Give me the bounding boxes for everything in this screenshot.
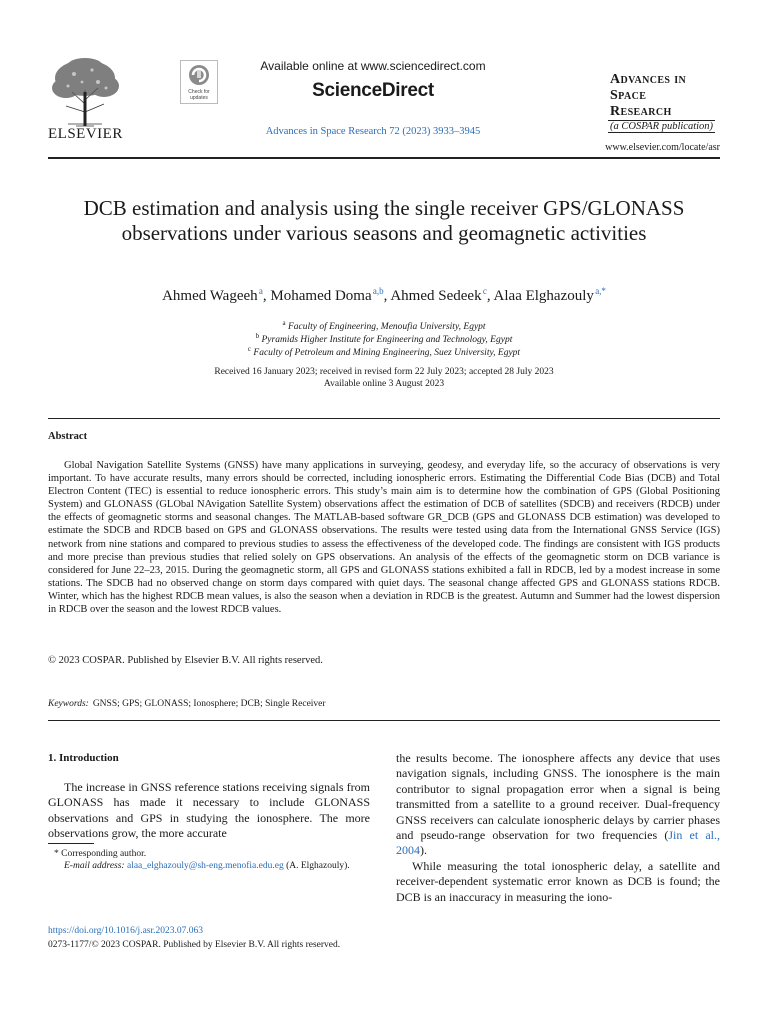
intro-text: the results become. The ionosphere affects any device that uses navigation signals, including GNSS. The ionosphere is the main contributor to signal propagation error when a signal is being transmitted from a satellite to a ground receiver. Dual-frequency GNSS receivers can calculate ionospheric delays by carrier phases and pseudo-range observation for two frequencies ( [396,751,720,843]
footnote-mark: * [54,849,59,859]
author-affil-mark[interactable]: c [482,286,487,296]
intro-text: ). [420,843,427,858]
affiliation [60,319,708,332]
author-name[interactable]: Ahmed Wageeh [162,288,258,304]
section-heading-introduction: 1. Introduction [48,752,119,764]
journal-title-line2: Space [610,88,647,103]
abstract-bottom-rule [48,720,720,721]
affiliation-mark: c [247,345,252,353]
affiliation-mark: a [282,319,286,327]
abstract-top-rule [48,418,720,419]
journal-title-line1: Advances in [610,72,687,87]
journal-citation-link[interactable]: Advances in Space Research 72 (2023) 3933–3945 [265,126,481,137]
author-name[interactable]: Ahmed Sedeek [390,288,482,304]
doi-link[interactable]: https://doi.org/10.1016/j.asr.2023.07.063 [48,926,203,936]
author-name[interactable]: Mohamed Doma [270,288,372,304]
journal-title [610,72,686,120]
abstract-heading: Abstract [48,431,88,442]
affiliation [60,345,708,358]
issn-copyright: 0273-1177/© 2023 COSPAR. Published by Elsevier B.V. All rights reserved. [48,940,341,950]
citation-link[interactable]: Jin et al., 2004 [396,828,720,858]
paper-title: DCB estimation and analysis using the single receiver GPS/GLONASS observations under various seasons and geomagnetic activities [83,196,685,245]
footnote-rule [48,843,94,844]
abstract-copyright: © 2023 COSPAR. Published by Elsevier B.V. All rights reserved. [48,655,323,666]
abstract-text: Global Navigation Satellite Systems (GNSS) have many applications in surveying, geodesy, and everyday life, so the accuracy of observations is very important. To have accurate results, many errors should be corrected, including ionospheric errors. Estimating the Differential Code Bias (DCB) and Total Electron Content (TEC) is essential to reduce ionospheric errors. This study’s main aim is to determine how the combination of GPS (Global Positioning System) and GLONASS (GLObal NAvigation Satellite System) observations affect the estimation of DCB of satellites (SDCB) and receivers (RDCB) under the effects of geomagnetic storms and seasonal changes. The MATLAB-based software GR_DCB (GPS and GLONASS DCB estimation) was developed to estimate the SDCB and RDCB based on GPS and GLONASS observations. The results were tested using data from the International GNSS Service (IGS) network from nine stations and compared to previous studies to assess the effectiveness of the developed code. The findings are consistent with IGS products and more precise than previous studies that relied solely on GPS observations. An analysis of the effects of the geomagnetic storm on DCB variance is considered for June 22–23, 2015. During the geomagnetic storm, all GPS and GLONASS stations exhibited a fall in RDCB, led by a modest increase in some stations. The SDCB had no observed change on storm days compared with quiet days. The seasonal change affected GPS and GLONASS stations RDCB. Winter, which has the highest RDCB mean values, is also the season when a deviation in RDCB is the greatest. Autumn and Summer had the lowest dispersion in RDCB over the season and the lowest RDCB values. [48,460,720,616]
keywords-label: Keywords: [48,699,89,709]
author-affil-mark[interactable]: a,* [595,286,606,296]
keywords [48,699,326,709]
article-history: Received 16 January 2023; received in revised form 22 July 2023; accepted 28 July 2023 [214,367,554,377]
author-affil-mark[interactable]: a [258,286,263,296]
article-dates [60,366,708,390]
keywords-text: GNSS; GPS; GLONASS; Ionosphere; DCB; Single Receiver [92,699,326,709]
available-online-text: Available online at www.sciencedirect.com [260,59,486,73]
elsevier-logo [46,56,124,128]
author-name[interactable]: Alaa Elghazouly [493,288,594,304]
journal-title-line3: Research [610,104,672,119]
affiliation [60,332,708,345]
check-for-updates-icon[interactable] [180,60,218,104]
affiliation-mark: b [255,332,260,340]
author-affil-mark[interactable]: a,b [372,286,384,296]
intro-paragraph [396,751,720,859]
publisher-name: ELSEVIER [48,126,123,142]
intro-paragraph: The increase in GNSS reference stations receiving signals from GLONASS has made it necessary to include GLONASS observations and GPS in studying the ionosphere. The more observations grow, the more accurate [48,780,370,841]
email-owner: (A. Elghazouly). [286,861,350,871]
intro-paragraph: While measuring the total ionospheric delay, a satellite and receiver-dependent systematic error known as DCB is found; the DCB is an inaccuracy in measuring the iono- [396,858,720,904]
email-label: E-mail address: [64,861,125,871]
footnote-email [48,860,370,872]
footnote-corresponding-text: Corresponding author. [61,849,147,859]
available-online-date: Available online 3 August 2023 [323,379,445,389]
author-list: Ahmed Wageeh $^a$, Mohamed Doma $^{a,b}$, Ahmed Sedeek $^c$, Alaa Elghazouly $^{a,*}$ [162,286,606,304]
email-link[interactable]: alaa_elghazouly@sh-eng.menofia.edu.eg [126,861,284,871]
affiliation-text: Faculty of Engineering, Menoufia University, Egypt [287,322,486,333]
journal-url[interactable]: www.elsevier.com/locate/asr [605,142,720,153]
abstract-body [48,459,720,616]
footnote-corresponding [48,848,370,860]
svg-text:Check for: Check for [188,89,210,95]
affiliation-text: Faculty of Petroleum and Mining Engineering, Suez University, Egypt [253,348,521,359]
journal-subtitle: (a COSPAR publication) [610,121,714,132]
header-divider [48,157,720,159]
footnote [48,848,370,872]
sciencedirect-logo[interactable]: ScienceDirect [312,80,434,101]
affiliation-text: Pyramids Higher Institute for Engineering and Technology, Egypt [261,335,513,346]
right-column [396,751,720,905]
svg-text:updates: updates [190,95,208,101]
left-column [48,780,370,842]
